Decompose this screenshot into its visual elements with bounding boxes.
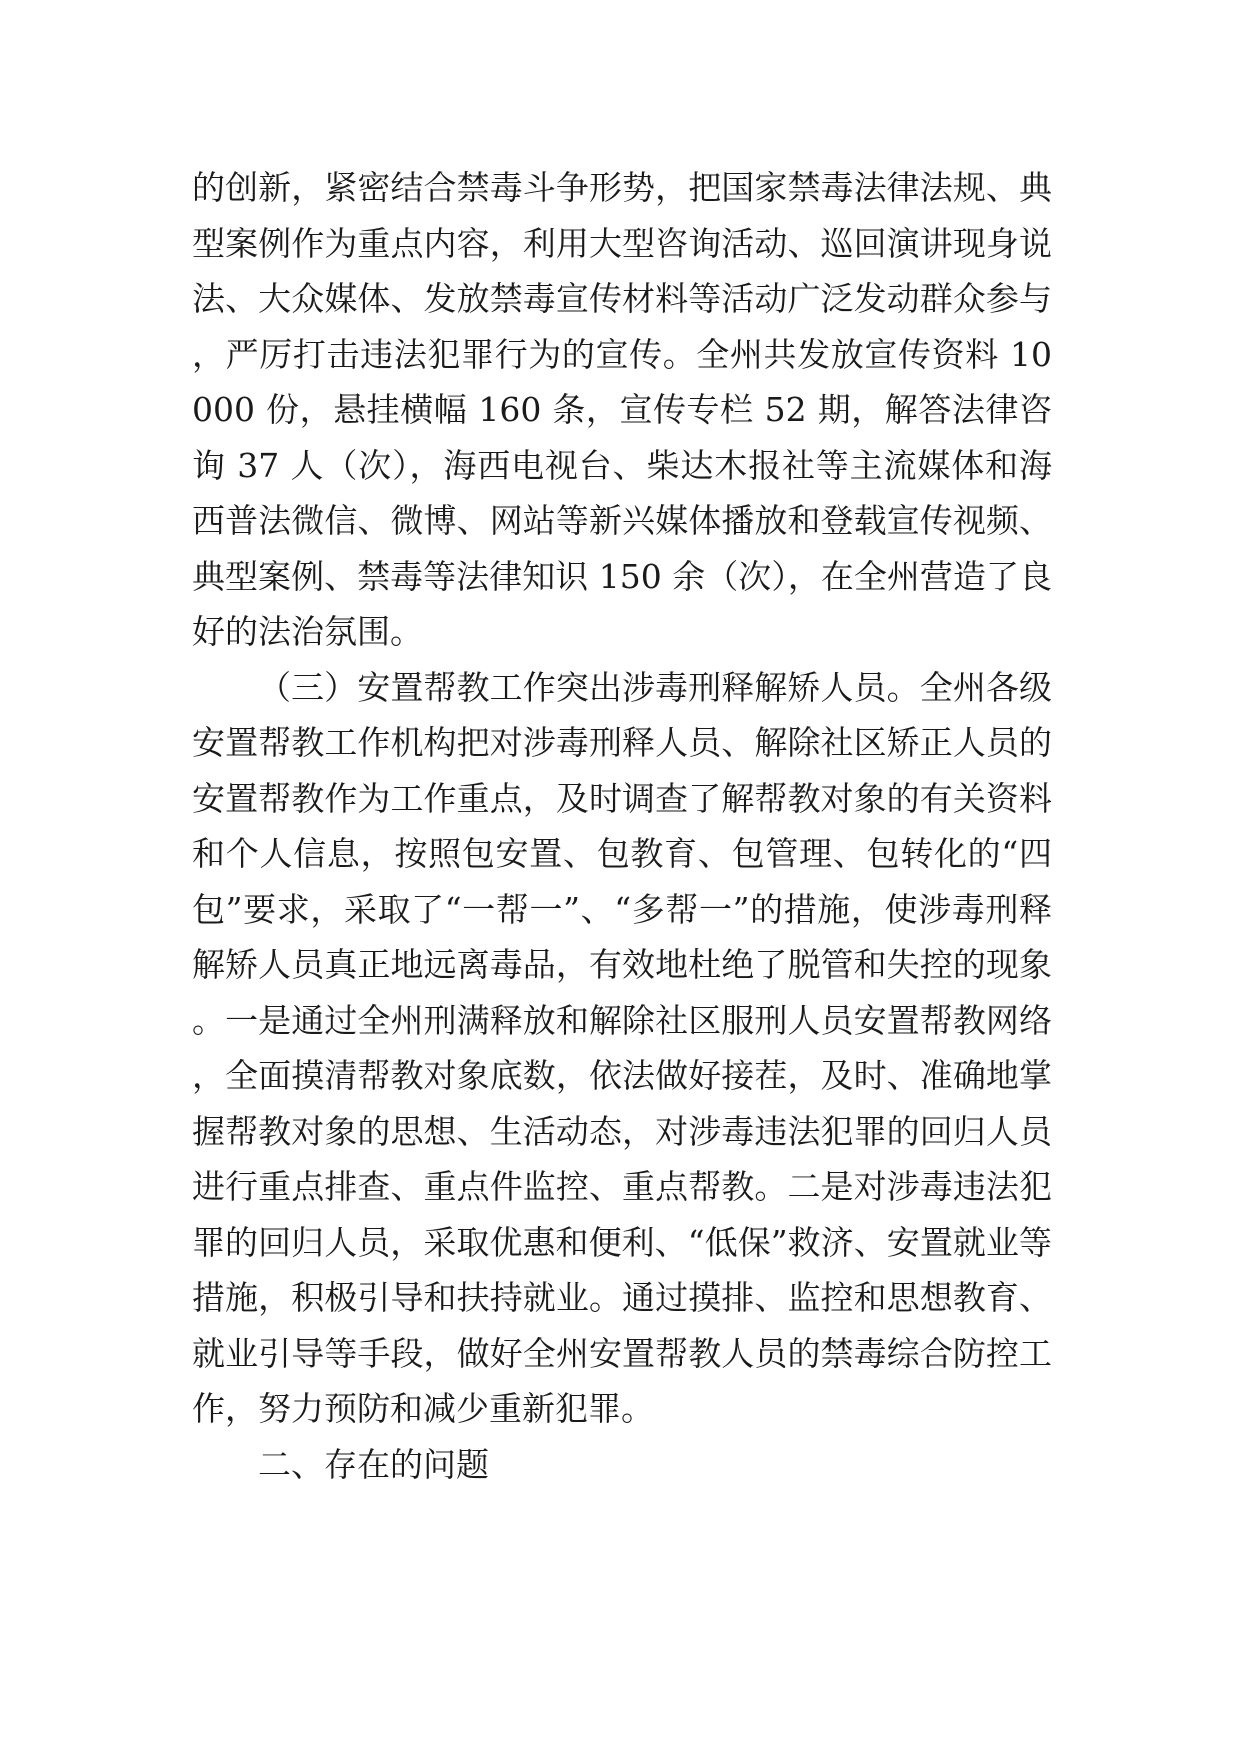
document-body [192, 160, 1052, 1492]
section-heading-existing-problems: 二、存在的问题 [258, 1444, 489, 1484]
paragraph-resettlement-assistance: （三）安置帮教工作突出涉毒刑释解矫人员。全州各级安置帮教工作机构把对涉毒刑释人员、解除社区矫正人员的安置帮教作为工作重点，及时调查了解帮教对象的有关资料和个人信息，按照包安置、包教育、包管理、包转化的“四包”要求，采取了“一帮一”、“多帮一”的措施，使涉毒刑释解矫人员真正地远离毒品，有效地杜绝了脱管和失控的现象。一是通过全州刑满释放和解除社区服刑人员安置帮教网络，全面摸清帮教对象底数，依法做好接茬，及时、准确地掌握帮教对象的思想、生活动态，对涉毒违法犯罪的回归人员进行重点排查、重点件监控、重点帮教。二是对涉毒违法犯罪的回归人员，采取优惠和便利、“低保”救济、安置就业等措施，积极引导和扶持就业。通过摸排、监控和思想教育、就业引导等手段，做好全州安置帮教人员的禁毒综合防控工作，努力预防和减少重新犯罪。 [192, 667, 1052, 1428]
paragraph-propaganda: 的创新，紧密结合禁毒斗争形势，把国家禁毒法律法规、典型案例作为重点内容，利用大型咨询活动、巡回演讲现身说法、大众媒体、发放禁毒宣传材料等活动广泛发动群众参与，严厉打击违法犯罪行为的宣传。全州共发放宣传资料 10000 份，悬挂横幅 160 条，宣传专栏 52 期，解答法律咨询 37 人（次），海西电视台、柴达木报社等主流媒体和海西普法微信、微博、网站等新兴媒体播放和登载宣传视频、典型案例、禁毒等法律知识 150 余（次），在全州营造了良好的法治氛围。 [192, 168, 1052, 651]
